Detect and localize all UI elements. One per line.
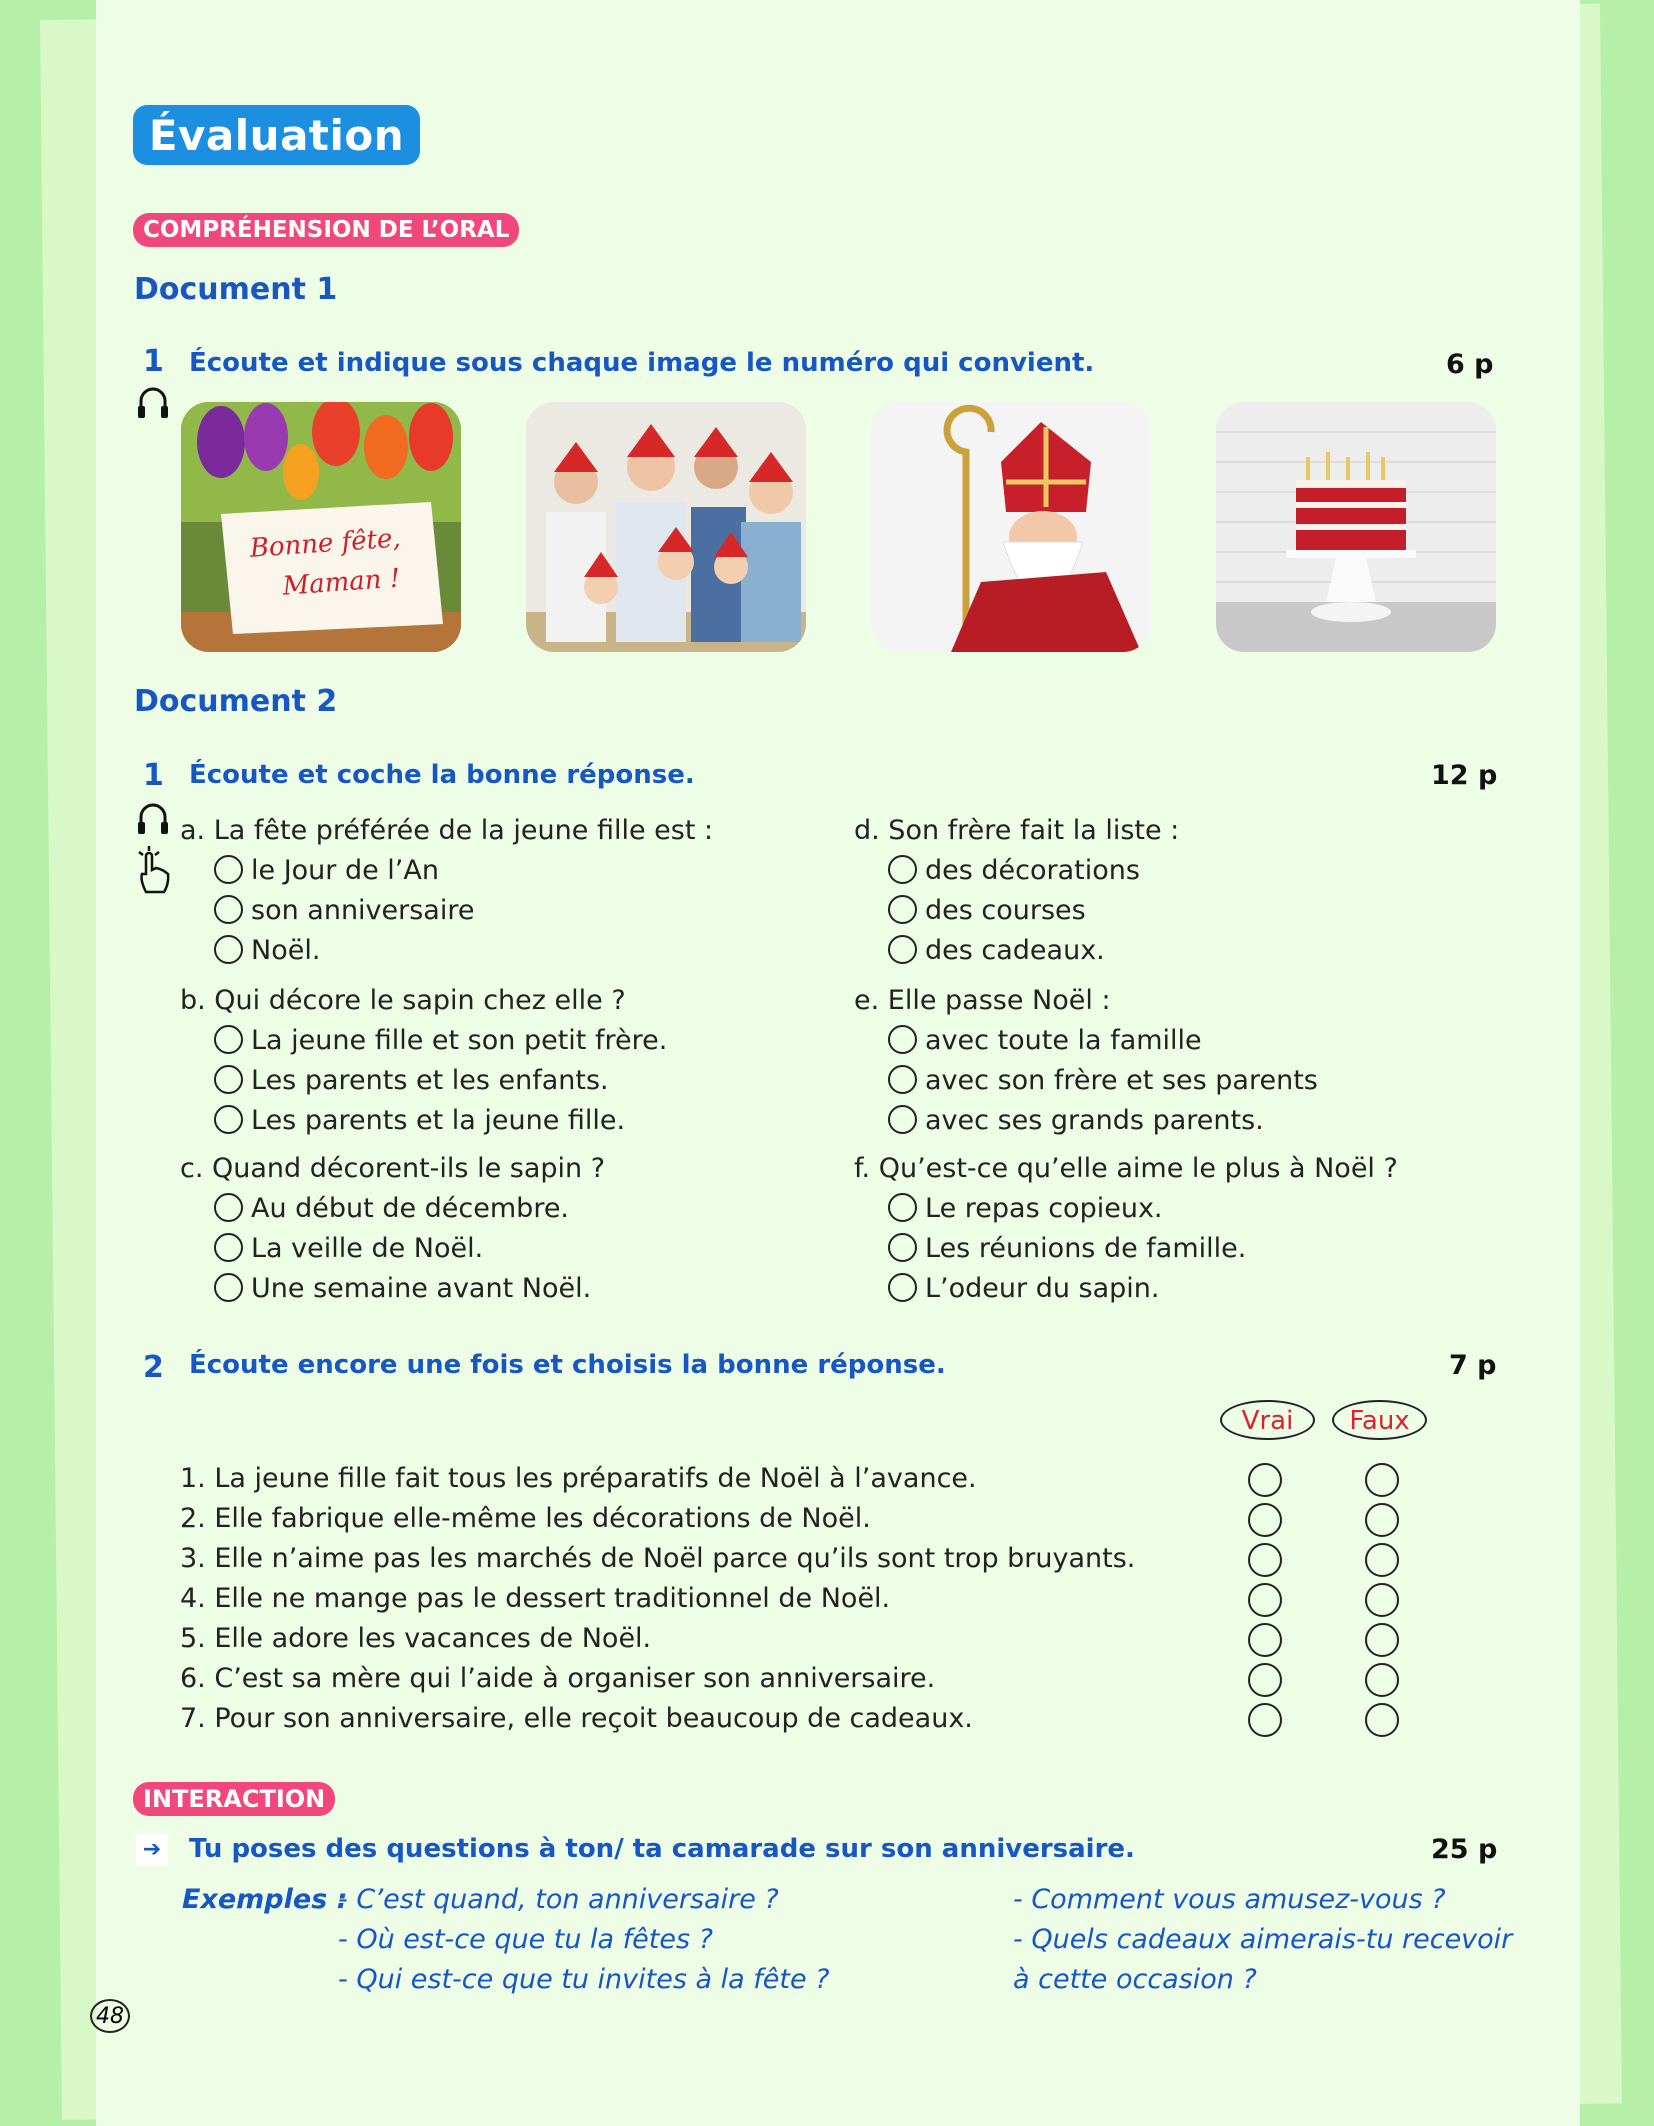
photo-family-christmas — [526, 402, 806, 652]
touch-hand-icon — [134, 844, 174, 894]
option-row[interactable]: son anniversaire — [180, 891, 713, 931]
question-d: d. Son frère fait la liste : des décorations des courses des cadeaux. — [854, 811, 1179, 971]
interaction-instruction: Tu poses des questions à ton/ ta camarade sur son anniversaire. — [189, 1834, 1135, 1864]
radio-circle[interactable] — [214, 1193, 243, 1222]
radio-circle[interactable] — [888, 1233, 917, 1262]
doc2-q1-instruction: Écoute et coche la bonne réponse. — [189, 760, 695, 790]
false-radio[interactable] — [1365, 1503, 1399, 1537]
doc2-q2-number: 2 — [143, 1350, 164, 1385]
section-oral-label: COMPRÉHENSION DE L’ORAL — [133, 213, 519, 247]
false-radio[interactable] — [1365, 1583, 1399, 1617]
option-row[interactable]: Noël. — [180, 931, 713, 971]
radio-circle[interactable] — [214, 1025, 243, 1054]
radio-circle[interactable] — [888, 1065, 917, 1094]
true-radio[interactable] — [1248, 1703, 1282, 1737]
example-line: à cette occasion ? — [1013, 1964, 1257, 1995]
example-line: - Quels cadeaux aimerais-tu recevoir — [1013, 1924, 1513, 1955]
statement-item: 7. Pour son anniversaire, elle reçoit beaucoup de cadeaux. — [180, 1703, 973, 1734]
headphones-icon — [136, 384, 170, 420]
option-row[interactable]: le Jour de l’An — [180, 851, 713, 891]
radio-circle[interactable] — [214, 1105, 243, 1134]
true-radio[interactable] — [1248, 1583, 1282, 1617]
radio-circle[interactable] — [214, 1233, 243, 1262]
examples-right — [1013, 1880, 1512, 2000]
doc2-q1-points: 12 p — [1431, 760, 1498, 791]
option-row[interactable]: La jeune fille et son petit frère. — [180, 1021, 667, 1061]
radio-circle[interactable] — [214, 1065, 243, 1094]
false-column-label: Faux — [1332, 1400, 1427, 1440]
true-radio[interactable] — [1248, 1463, 1282, 1497]
option-row[interactable]: Une semaine avant Noël. — [180, 1269, 605, 1309]
doc1-question-number: 1 — [143, 344, 164, 379]
option-row[interactable]: Le repas copieux. — [854, 1189, 1398, 1229]
false-radio[interactable] — [1365, 1703, 1399, 1737]
true-radio[interactable] — [1248, 1543, 1282, 1577]
false-radio[interactable] — [1365, 1663, 1399, 1697]
radio-circle[interactable] — [214, 855, 243, 884]
radio-circle[interactable] — [888, 1105, 917, 1134]
radio-circle[interactable] — [214, 1273, 243, 1302]
card-text-line1: Bonne fête, — [248, 523, 402, 564]
question-b: b. Qui décore le sapin chez elle ? La jeune fille et son petit frère. Les parents et les enfants. Les parents et la jeune fille. — [180, 981, 667, 1141]
statement-item: 6. C’est sa mère qui l’aide à organiser son anniversaire. — [180, 1663, 936, 1694]
doc1-points: 6 p — [1446, 349, 1494, 380]
statement-list — [180, 1459, 1135, 1739]
statement-item: 3. Elle n’aime pas les marchés de Noël parce qu’ils sont trop bruyants. — [180, 1543, 1136, 1574]
option-row[interactable]: des courses — [854, 891, 1179, 931]
true-column-label: Vrai — [1220, 1400, 1315, 1440]
question-c: c. Quand décorent-ils le sapin ? Au début de décembre. La veille de Noël. Une semaine avant Noël. — [180, 1149, 605, 1309]
option-row[interactable]: des cadeaux. — [854, 931, 1179, 971]
radio-circle[interactable] — [888, 855, 917, 884]
option-row[interactable]: avec ses grands parents. — [854, 1101, 1318, 1141]
example-line: - Où est-ce que tu la fêtes ? — [338, 1924, 713, 1955]
example-line: - Qui est-ce que tu invites à la fête ? — [338, 1964, 830, 1995]
photo-saint-nicholas — [871, 402, 1151, 652]
headphones-icon — [136, 800, 170, 836]
statement-item: 4. Elle ne mange pas le dessert traditionnel de Noël. — [180, 1583, 891, 1614]
statement-item: 1. La jeune fille fait tous les préparatifs de Noël à l’avance. — [180, 1463, 977, 1494]
radio-circle[interactable] — [888, 1193, 917, 1222]
example-line: - Comment vous amusez-vous ? — [1013, 1884, 1446, 1915]
photo-mothers-day-card — [181, 402, 461, 652]
card-text-line2: Maman ! — [281, 563, 402, 602]
false-radio[interactable] — [1365, 1623, 1399, 1657]
photo-birthday-cake — [1216, 402, 1496, 652]
radio-circle[interactable] — [888, 935, 917, 964]
page-title: Évaluation — [133, 105, 420, 165]
example-line: - C’est quand, ton anniversaire ? — [338, 1884, 779, 1915]
statement-item: 5. Elle adore les vacances de Noël. — [180, 1623, 652, 1654]
doc2-q2-instruction: Écoute encore une fois et choisis la bonne réponse. — [189, 1350, 946, 1380]
option-row[interactable]: La veille de Noël. — [180, 1229, 605, 1269]
doc2-q2-points: 7 p — [1449, 1350, 1497, 1381]
page-number: 48 — [90, 1999, 130, 2033]
option-row[interactable]: L’odeur du sapin. — [854, 1269, 1398, 1309]
radio-circle[interactable] — [214, 935, 243, 964]
radio-circle[interactable] — [888, 895, 917, 924]
doc1-instruction: Écoute et indique sous chaque image le numéro qui convient. — [189, 348, 1095, 378]
examples-left — [338, 1880, 829, 2000]
doc2-q1-number: 1 — [143, 758, 164, 793]
false-radio[interactable] — [1365, 1543, 1399, 1577]
option-row[interactable]: Les réunions de famille. — [854, 1229, 1398, 1269]
option-row[interactable]: avec toute la famille — [854, 1021, 1318, 1061]
option-row[interactable]: avec son frère et ses parents — [854, 1061, 1318, 1101]
statement-item: 2. Elle fabrique elle-même les décorations de Noël. — [180, 1503, 871, 1534]
true-radio[interactable] — [1248, 1503, 1282, 1537]
arrow-right-icon: ➔ — [136, 1834, 168, 1866]
option-row[interactable]: des décorations — [854, 851, 1179, 891]
interaction-points: 25 p — [1431, 1834, 1498, 1865]
question-f: f. Qu’est-ce qu’elle aime le plus à Noël ? Le repas copieux. Les réunions de famille. L’odeur du sapin. — [854, 1149, 1398, 1309]
true-radio[interactable] — [1248, 1663, 1282, 1697]
radio-circle[interactable] — [888, 1025, 917, 1054]
option-row[interactable]: Les parents et les enfants. — [180, 1061, 667, 1101]
section-interaction-label: INTERACTION — [133, 1782, 335, 1816]
radio-circle[interactable] — [214, 895, 243, 924]
radio-circle[interactable] — [888, 1273, 917, 1302]
true-radio[interactable] — [1248, 1623, 1282, 1657]
option-row[interactable]: Au début de décembre. — [180, 1189, 605, 1229]
question-a: a. La fête préférée de la jeune fille est : le Jour de l’An son anniversaire Noël. — [180, 811, 713, 971]
false-radio[interactable] — [1365, 1463, 1399, 1497]
document-1-title: Document 1 — [134, 272, 338, 307]
question-e: e. Elle passe Noël : avec toute la famille avec son frère et ses parents avec ses grands parents. — [854, 981, 1318, 1141]
examples-label: Exemples : — [182, 1884, 348, 1915]
document-2-title: Document 2 — [134, 684, 338, 719]
option-row[interactable]: Les parents et la jeune fille. — [180, 1101, 667, 1141]
